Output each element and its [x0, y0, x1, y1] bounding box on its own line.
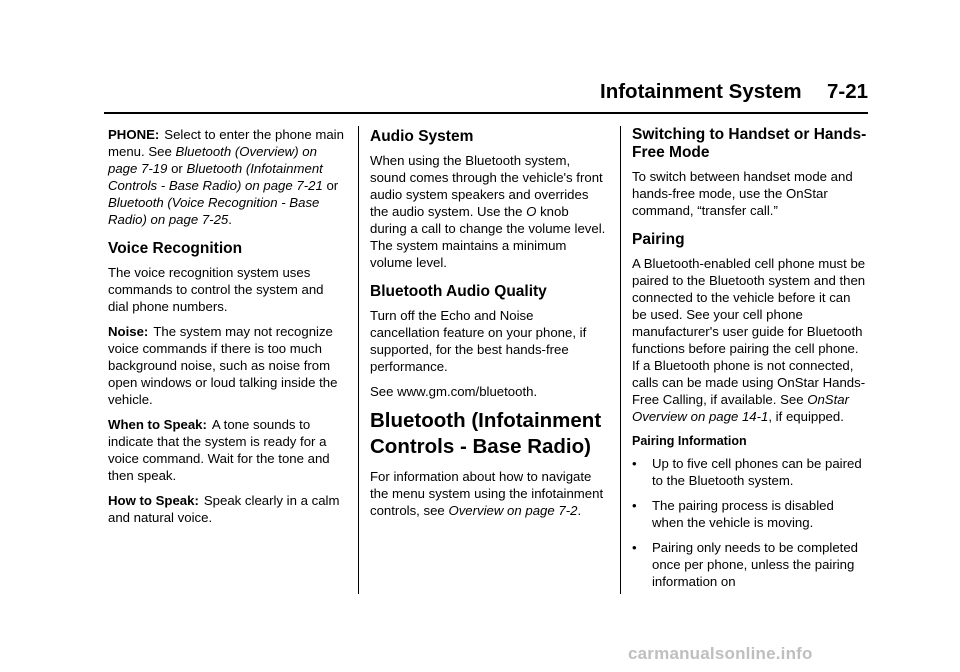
column-3 — [632, 126, 868, 598]
noise-text: The system may not recognize voice commands if there is too much background noise, such as noise from open windows or loud talking inside the vehicle. — [108, 324, 338, 407]
controls-heading: Bluetooth (Infotainment Controls - Base Radio) — [370, 409, 602, 458]
how-term: How to Speak: — [108, 493, 199, 508]
pairing-info-heading: Pairing Information — [632, 434, 747, 448]
noise-paragraph — [108, 323, 344, 408]
phone-ref-controls[interactable]: Bluetooth (Infotainment Controls - Base Radio) on page 7-21 — [108, 161, 323, 193]
column-1 — [108, 126, 344, 534]
phone-paragraph — [108, 126, 344, 228]
pairing-heading: Pairing — [632, 231, 685, 248]
how-to-speak-paragraph — [108, 492, 344, 526]
list-item — [632, 455, 868, 489]
column-2 — [370, 128, 606, 527]
watermark: carmanualsonline.info — [628, 644, 813, 663]
column-divider-2 — [620, 126, 621, 594]
list-item-text: Up to five cell phones can be paired to the Bluetooth system. — [652, 456, 862, 488]
phone-or-1: or — [167, 161, 187, 176]
list-item-text: The pairing process is disabled when the vehicle is moving. — [652, 498, 834, 530]
controls-paragraph — [370, 468, 606, 519]
how-text: Speak clearly in a calm and natural voice. — [108, 493, 340, 525]
audio-text-2: knob during a call to change the volume level. The system maintains a minimum volume level. — [370, 204, 606, 270]
audio-text-1: When using the Bluetooth system, sound comes through the vehicle's front audio system speakers and overrides the audio system. Use the — [370, 153, 603, 219]
when-to-speak-paragraph — [108, 416, 344, 484]
phone-end: . — [228, 212, 232, 227]
pairing-info-list — [632, 455, 868, 590]
pairing-ref-onstar[interactable]: OnStar Overview on page 14-1 — [632, 392, 849, 424]
column-divider-1 — [358, 126, 359, 594]
audio-system-heading: Audio System — [370, 128, 474, 145]
switching-text: To switch between handset mode and hands-free mode, use the OnStar command, “transfer call.” — [632, 169, 853, 218]
audio-quality-text: Turn off the Echo and Noise cancellation feature on your phone, if supported, for the best hands-free performance. — [370, 308, 587, 374]
list-item — [632, 497, 868, 531]
audio-system-paragraph — [370, 152, 606, 271]
audio-quality-heading: Bluetooth Audio Quality — [370, 283, 547, 300]
list-item-text: Pairing only needs to be completed once per phone, unless the pairing information on — [652, 540, 859, 589]
voice-recognition-text: The voice recognition system uses commands to control the system and dial phone numbers. — [108, 265, 324, 314]
page-number: 7-21 — [826, 80, 868, 103]
bullet-icon: • — [632, 540, 637, 555]
controls-text: For information about how to navigate the menu system using the infotainment controls, see — [370, 469, 604, 518]
controls-end: . — [577, 503, 582, 518]
page-header — [600, 80, 868, 110]
phone-text: Select to enter the phone main menu. See — [108, 127, 344, 159]
noise-term: Noise: — [108, 324, 149, 339]
voice-recognition-heading: Voice Recognition — [108, 240, 243, 257]
phone-ref-overview[interactable]: Bluetooth (Overview) on page 7-19 — [108, 144, 317, 176]
header-rule — [104, 112, 868, 114]
phone-term: PHONE: — [108, 127, 160, 142]
bullet-icon: • — [632, 456, 637, 471]
volume-knob-icon: O — [526, 204, 537, 219]
list-item — [632, 539, 868, 590]
section-title: Infotainment System — [600, 80, 802, 103]
when-text: A tone sounds to indicate that the system is ready for a voice command. Wait for the tone and then speak. — [108, 417, 330, 483]
phone-ref-voice[interactable]: Bluetooth (Voice Recognition - Base Radio) on page 7-25 — [108, 195, 320, 227]
pairing-text: A Bluetooth-enabled cell phone must be paired to the Bluetooth system and then connected to the vehicle before it can be used. See your cell phone manufacturer's user guide for Bluetooth functions before pairing the cell phone. If a Bluetooth phone is not connected, calls can be made using OnStar Hands-Free Calling, if available. See — [632, 256, 866, 407]
phone-or-2: or — [322, 178, 339, 193]
when-term: When to Speak: — [108, 417, 207, 432]
pairing-paragraph — [632, 255, 868, 425]
pairing-end: , if equipped. — [768, 409, 844, 424]
controls-ref-overview[interactable]: Overview on page 7-2 — [448, 503, 578, 518]
switching-heading: Switching to Handset or Hands-Free Mode — [632, 126, 867, 161]
see-website-text: See www.gm.com/bluetooth. — [370, 384, 538, 399]
bullet-icon: • — [632, 498, 637, 513]
